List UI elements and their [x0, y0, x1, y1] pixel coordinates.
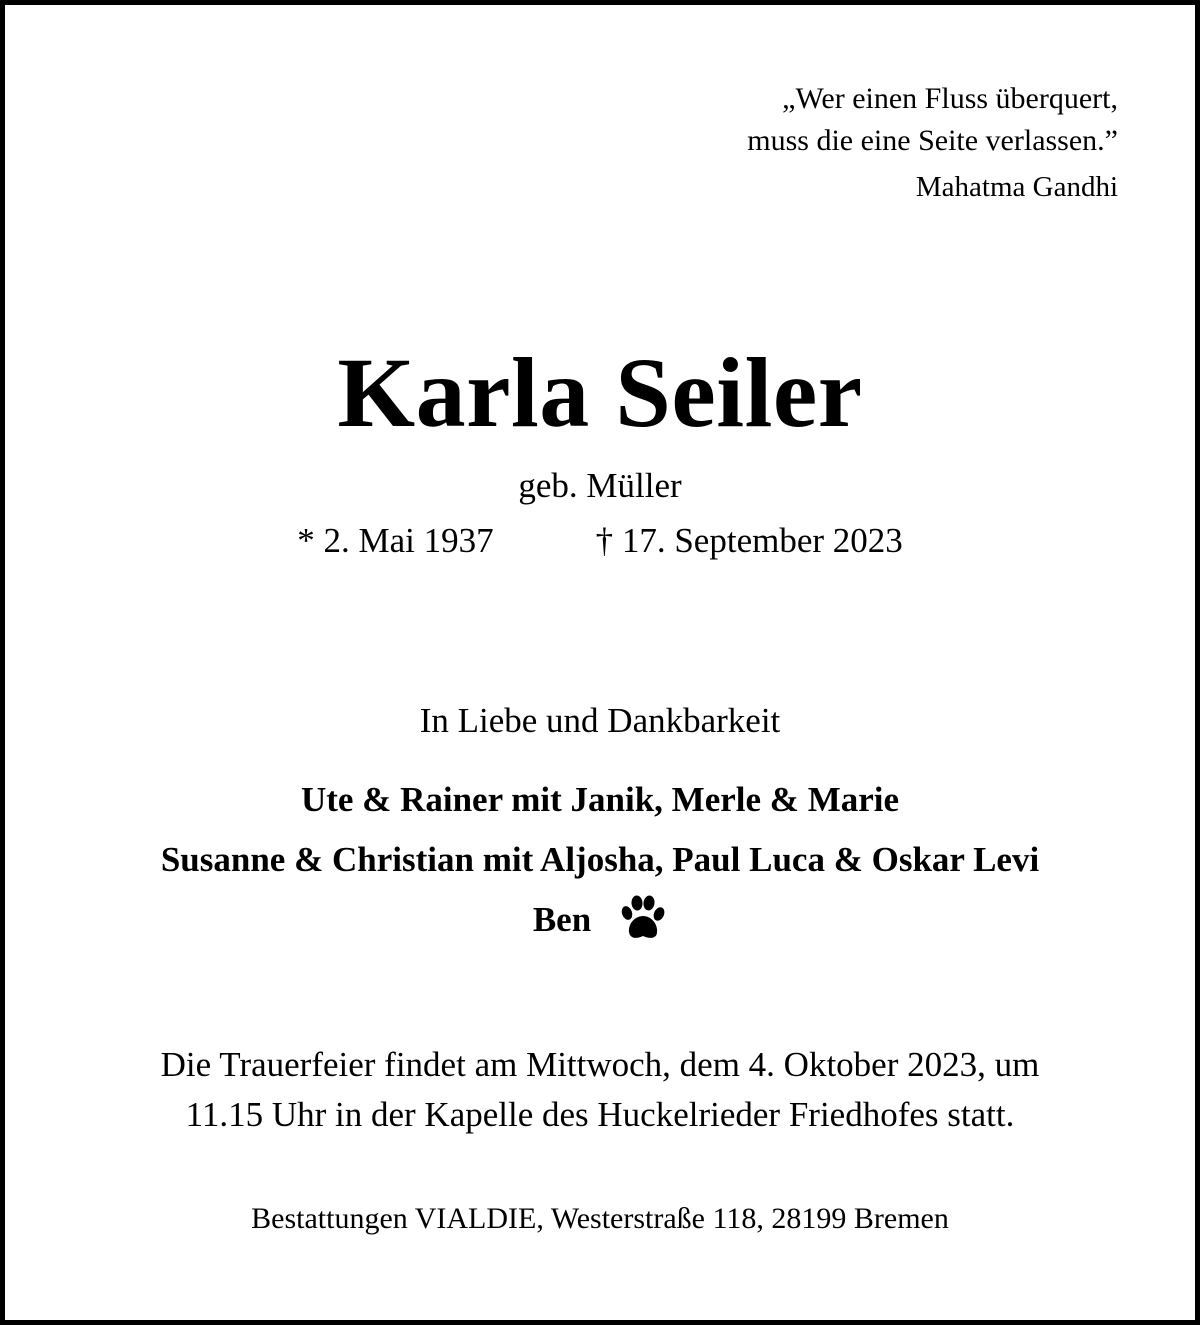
- ceremony-line-1: Die Trauerfeier findet am Mittwoch, dem 4. Oktober 2023, um: [160, 1045, 1040, 1084]
- quote-line-2: muss die eine Seite verlassen.”: [747, 124, 1118, 157]
- mourners-pet-name: Ben: [532, 900, 592, 939]
- ceremony-line-2: 11.15 Uhr in der Kapelle des Huckelrieder Friedhofes statt.: [185, 1095, 1015, 1134]
- death-date: † 17. September 2023: [595, 521, 903, 560]
- birth-name: geb. Müller: [518, 466, 682, 505]
- mourners-line-2: Susanne & Christian mit Aljosha, Paul Luca & Oskar Levi: [160, 840, 1040, 879]
- mourners-list: [0, 770, 1200, 950]
- quote-line-1: „Wer einen Fluss überquert,: [782, 82, 1118, 115]
- mourners-intro: In Liebe und Dankbarkeit: [419, 701, 781, 740]
- paw-print-icon: [617, 893, 667, 943]
- quote-author: Mahatma Gandhi: [915, 171, 1118, 203]
- birth-date: * 2. Mai 1937: [297, 521, 494, 560]
- ceremony-info: [0, 1040, 1200, 1140]
- deceased-name: Karla Seiler: [337, 337, 863, 448]
- mourners-line-1: Ute & Rainer mit Janik, Merle & Marie: [300, 780, 900, 819]
- mourners-line-3: [0, 890, 1200, 950]
- quote-block: [747, 78, 1118, 206]
- life-dates: [0, 520, 1200, 562]
- undertaker-address: Bestattungen VIALDIE, Westerstraße 118, 28199 Bremen: [251, 1202, 949, 1235]
